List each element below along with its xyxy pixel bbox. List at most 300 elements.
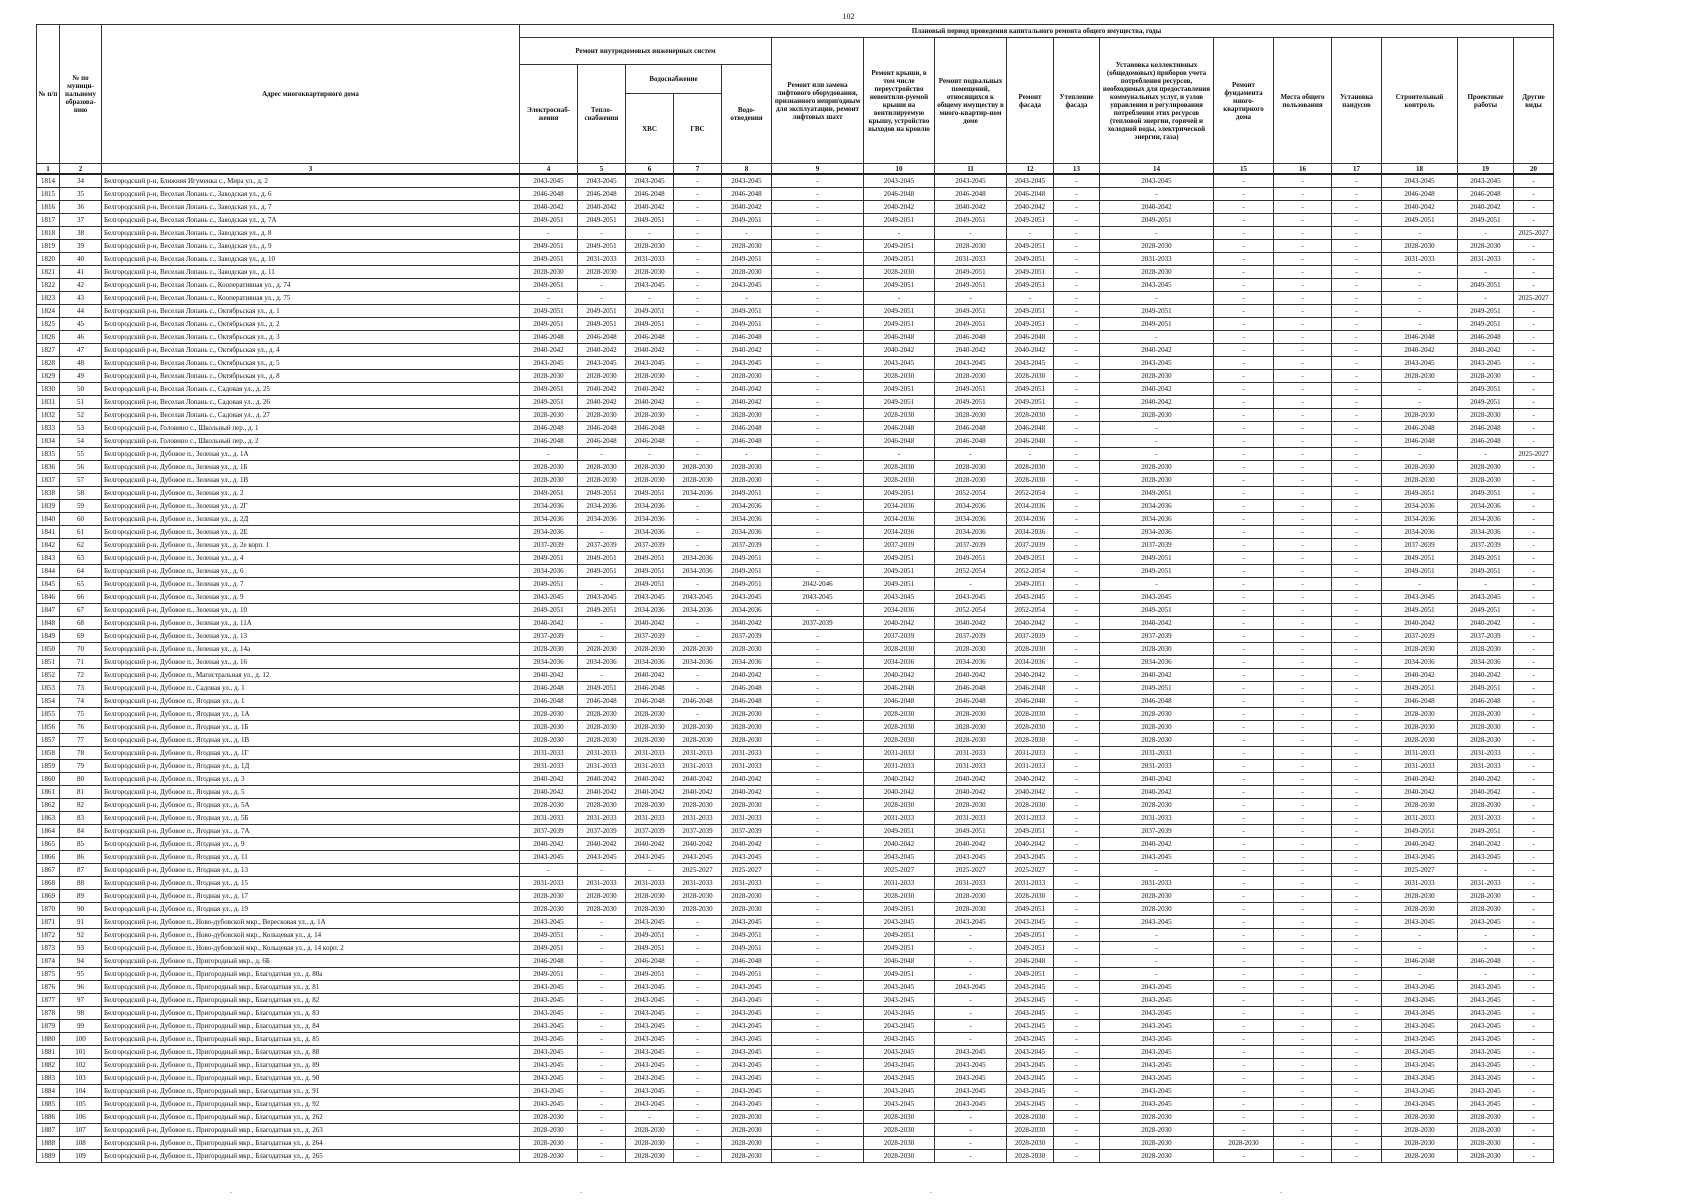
table-row	[37, 240, 1554, 253]
period-cell: -	[1514, 552, 1554, 565]
period-cell: 2052-2054	[1007, 487, 1054, 500]
period-cell: -	[772, 786, 864, 799]
period-cell: 2028-2030	[578, 409, 626, 422]
period-cell: 2028-2030	[520, 474, 578, 487]
period-cell: 2040-2042	[864, 786, 935, 799]
period-cell: -	[1458, 968, 1514, 981]
period-cell: 2028-2030	[1458, 461, 1514, 474]
period-cell: 2046-2048	[1382, 422, 1458, 435]
period-cell: 2043-2045	[935, 1098, 1007, 1111]
period-cell: -	[1458, 266, 1514, 279]
period-cell: -	[1054, 266, 1100, 279]
period-cell: -	[772, 266, 864, 279]
period-cell: -	[1514, 201, 1554, 214]
period-cell: -	[1100, 292, 1214, 305]
period-cell: 2043-2045	[626, 1072, 674, 1085]
period-cell: -	[772, 656, 864, 669]
period-cell: 2049-2051	[1458, 214, 1514, 227]
period-cell: 2043-2045	[1007, 851, 1054, 864]
period-cell: -	[1382, 396, 1458, 409]
period-cell: 2028-2030	[578, 734, 626, 747]
period-cell: -	[1214, 799, 1274, 812]
table-row	[37, 981, 1554, 994]
address-cell: Белгородский р-н, Дубовое п., Зеленая ул., д. 10	[102, 604, 520, 617]
period-cell: 2043-2045	[722, 1098, 772, 1111]
header-heat: Тепло-снабжения	[578, 65, 626, 164]
period-cell: 2049-2051	[626, 929, 674, 942]
period-cell: 2043-2045	[1007, 174, 1054, 188]
header-hvs: ХВС	[626, 94, 674, 164]
period-cell: -	[1514, 474, 1554, 487]
period-cell: 2034-2036	[578, 513, 626, 526]
period-cell: 2034-2036	[1382, 513, 1458, 526]
period-cell: -	[1382, 305, 1458, 318]
period-cell: -	[1274, 877, 1332, 890]
period-cell: -	[1054, 396, 1100, 409]
period-cell: 2049-2051	[935, 214, 1007, 227]
row-number-cell: 1878	[37, 1007, 60, 1020]
period-cell: 2028-2030	[626, 370, 674, 383]
period-cell: -	[1382, 279, 1458, 292]
municipal-number-cell: 86	[60, 851, 102, 864]
period-cell: 2043-2045	[626, 994, 674, 1007]
period-cell: -	[1214, 240, 1274, 253]
table-row	[37, 318, 1554, 331]
period-cell: -	[1007, 292, 1054, 305]
period-cell: 2046-2048	[722, 682, 772, 695]
period-cell: 2028-2030	[1100, 1111, 1214, 1124]
period-cell: 2046-2048	[674, 695, 722, 708]
period-cell: 2043-2045	[626, 279, 674, 292]
period-cell: 2040-2042	[626, 617, 674, 630]
period-cell: 2028-2030	[1382, 1150, 1458, 1163]
period-cell: -	[1514, 318, 1554, 331]
period-cell: -	[674, 968, 722, 981]
municipal-number-cell: 92	[60, 929, 102, 942]
period-cell: -	[1214, 591, 1274, 604]
period-cell: 2049-2051	[578, 318, 626, 331]
table-row	[37, 864, 1554, 877]
municipal-number-cell: 93	[60, 942, 102, 955]
period-cell: -	[935, 227, 1007, 240]
table-row	[37, 955, 1554, 968]
period-cell: -	[1514, 799, 1554, 812]
period-cell: 2046-2048	[1382, 188, 1458, 201]
period-cell: 2028-2030	[1100, 890, 1214, 903]
period-cell: -	[1332, 877, 1382, 890]
row-number-cell: 1876	[37, 981, 60, 994]
period-cell: 2028-2030	[578, 721, 626, 734]
period-cell: -	[674, 292, 722, 305]
period-cell: 2034-2036	[626, 656, 674, 669]
period-cell: -	[1274, 1007, 1332, 1020]
period-cell: 2043-2045	[864, 174, 935, 188]
period-cell: -	[578, 617, 626, 630]
row-number-cell: 1865	[37, 838, 60, 851]
period-cell: 2046-2048	[722, 188, 772, 201]
period-cell: 2040-2042	[520, 201, 578, 214]
address-cell: Белгородский р-н, Дубовое п., Пригородный мкр., Благодатная ул., д. 81	[102, 981, 520, 994]
period-cell: 2049-2051	[1007, 266, 1054, 279]
period-cell: -	[1332, 773, 1382, 786]
period-cell: 2049-2051	[626, 968, 674, 981]
period-cell: 2028-2030	[626, 461, 674, 474]
period-cell: -	[674, 682, 722, 695]
municipal-number-cell: 100	[60, 1033, 102, 1046]
column-number: 15	[1214, 164, 1274, 175]
period-cell: 2028-2030	[1382, 708, 1458, 721]
table-row	[37, 799, 1554, 812]
period-cell: -	[772, 773, 864, 786]
period-cell: 2049-2051	[578, 305, 626, 318]
period-cell: -	[674, 266, 722, 279]
address-cell: Белгородский р-н, Дубовое п., Ягодная ул., д. 1В	[102, 734, 520, 747]
period-cell: 2043-2045	[578, 851, 626, 864]
municipal-number-cell: 40	[60, 253, 102, 266]
column-number: 11	[935, 164, 1007, 175]
address-cell: Белгородский р-н, Веселая Лопань с., Октябрьская ул., д. 4	[102, 344, 520, 357]
period-cell: -	[1214, 526, 1274, 539]
table-row	[37, 266, 1554, 279]
period-cell: -	[722, 227, 772, 240]
period-cell: -	[578, 1020, 626, 1033]
period-cell: 2031-2033	[722, 760, 772, 773]
table-row	[37, 994, 1554, 1007]
row-number-cell: 1828	[37, 357, 60, 370]
period-cell: 2043-2045	[520, 174, 578, 188]
period-cell: 2043-2045	[864, 1059, 935, 1072]
period-cell: -	[1214, 357, 1274, 370]
period-cell: 2028-2030	[722, 903, 772, 916]
municipal-number-cell: 47	[60, 344, 102, 357]
period-cell: 2028-2030	[1458, 903, 1514, 916]
period-cell: 2040-2042	[1100, 773, 1214, 786]
period-cell: -	[1332, 695, 1382, 708]
period-cell: 2049-2051	[626, 487, 674, 500]
period-cell: 2043-2045	[722, 357, 772, 370]
period-cell: -	[1274, 279, 1332, 292]
address-cell: Белгородский р-н, Дубовое п., Ягодная ул., д. 5А	[102, 799, 520, 812]
address-cell: Белгородский р-н, Дубовое п., Пригородный мкр., Благодатная ул., д. 264	[102, 1137, 520, 1150]
period-cell: -	[674, 1150, 722, 1163]
period-cell: 2028-2030	[1382, 734, 1458, 747]
period-cell: 2052-2054	[935, 565, 1007, 578]
period-cell: 2046-2048	[1458, 188, 1514, 201]
period-cell: 2034-2036	[1382, 500, 1458, 513]
period-cell: 2046-2048	[1382, 695, 1458, 708]
period-cell: -	[1274, 903, 1332, 916]
table-row	[37, 617, 1554, 630]
period-cell: 2046-2048	[864, 695, 935, 708]
period-cell: -	[578, 1098, 626, 1111]
period-cell: 2046-2048	[864, 331, 935, 344]
period-cell: 2043-2045	[1007, 1085, 1054, 1098]
table-row	[37, 305, 1554, 318]
table-row	[37, 461, 1554, 474]
period-cell: -	[1514, 1033, 1554, 1046]
table-row	[37, 669, 1554, 682]
period-cell: 2049-2051	[1458, 487, 1514, 500]
period-cell: -	[1332, 669, 1382, 682]
period-cell: 2043-2045	[1458, 1059, 1514, 1072]
period-cell: -	[1274, 201, 1332, 214]
period-cell: 2028-2030	[864, 1111, 935, 1124]
period-cell: -	[1274, 760, 1332, 773]
period-cell: 2046-2048	[935, 435, 1007, 448]
period-cell: 2049-2051	[864, 968, 935, 981]
address-cell: Белгородский р-н, Дубовое п., Магистральная ул., д. 12	[102, 669, 520, 682]
footer-marks	[0, 1186, 1697, 1196]
period-cell: 2028-2030	[626, 799, 674, 812]
period-cell: 2034-2036	[1100, 513, 1214, 526]
header-common-areas: Места общего пользования	[1274, 38, 1332, 164]
period-cell: -	[1332, 994, 1382, 1007]
period-cell: -	[1514, 955, 1554, 968]
period-cell: 2031-2033	[864, 760, 935, 773]
period-cell: -	[674, 1098, 722, 1111]
period-cell: 2028-2030	[520, 890, 578, 903]
address-cell: Белгородский р-н, Дубовое п., Пригородный мкр., Благодатная ул., д. 262	[102, 1111, 520, 1124]
row-number-cell: 1862	[37, 799, 60, 812]
period-cell: -	[1332, 279, 1382, 292]
period-cell: 2046-2048	[520, 955, 578, 968]
header-foundation: Ремонт фундамента много-квартирного дома	[1214, 38, 1274, 164]
table-row	[37, 227, 1554, 240]
period-cell: 2028-2030	[1007, 461, 1054, 474]
period-cell: -	[674, 279, 722, 292]
row-number-cell: 1873	[37, 942, 60, 955]
period-cell: 2037-2039	[1100, 539, 1214, 552]
period-cell: 2043-2045	[935, 1072, 1007, 1085]
period-cell: 2031-2033	[520, 760, 578, 773]
period-cell: -	[935, 292, 1007, 305]
period-cell: -	[1382, 383, 1458, 396]
municipal-number-cell: 66	[60, 591, 102, 604]
period-cell: 2043-2045	[722, 1085, 772, 1098]
address-cell: Белгородский р-н, Веселая Лопань с., Садовая ул., д. 27	[102, 409, 520, 422]
period-cell: 2049-2051	[722, 305, 772, 318]
period-cell: 2028-2030	[864, 474, 935, 487]
period-cell: 2028-2030	[1007, 708, 1054, 721]
period-cell: 2046-2048	[626, 188, 674, 201]
municipal-number-cell: 87	[60, 864, 102, 877]
table-row	[37, 474, 1554, 487]
period-cell: 2028-2030	[626, 240, 674, 253]
period-cell: -	[1332, 448, 1382, 461]
row-number-cell: 1886	[37, 1111, 60, 1124]
period-cell: 2034-2036	[935, 526, 1007, 539]
period-cell: 2049-2051	[722, 968, 772, 981]
period-cell: 2031-2033	[626, 747, 674, 760]
period-cell: -	[772, 695, 864, 708]
period-cell: 2028-2030	[1007, 890, 1054, 903]
period-cell: -	[1332, 929, 1382, 942]
period-cell: -	[722, 448, 772, 461]
row-number-cell: 1840	[37, 513, 60, 526]
period-cell: -	[1054, 1007, 1100, 1020]
address-cell: Белгородский р-н, Дубовое п., Ягодная ул., д. 19	[102, 903, 520, 916]
row-number-cell: 1856	[37, 721, 60, 734]
period-cell: 2028-2030	[1458, 370, 1514, 383]
period-cell: 2049-2051	[626, 942, 674, 955]
period-cell: 2052-2054	[1007, 565, 1054, 578]
period-cell: -	[1214, 331, 1274, 344]
header-municipal-number: № по муници-пальному образова-нию	[60, 25, 102, 164]
period-cell: 2031-2033	[864, 812, 935, 825]
period-cell: -	[772, 188, 864, 201]
municipal-number-cell: 51	[60, 396, 102, 409]
period-cell: -	[1332, 643, 1382, 656]
period-cell: -	[1214, 578, 1274, 591]
period-cell: 2049-2051	[864, 214, 935, 227]
municipal-number-cell: 74	[60, 695, 102, 708]
period-cell: -	[1214, 1124, 1274, 1137]
period-cell: -	[1054, 864, 1100, 877]
period-cell: 2034-2036	[722, 526, 772, 539]
period-cell: 2040-2042	[722, 201, 772, 214]
address-cell: Белгородский р-н, Дубовое п., Пригородный мкр., Благодатная ул., д. 88	[102, 1046, 520, 1059]
period-cell: 2040-2042	[1100, 201, 1214, 214]
table-row	[37, 422, 1554, 435]
period-cell: -	[1274, 643, 1332, 656]
period-cell: 2046-2048	[864, 682, 935, 695]
period-cell: 2025-2027	[1382, 864, 1458, 877]
period-cell: 2037-2039	[772, 617, 864, 630]
period-cell: 2043-2045	[626, 1059, 674, 1072]
period-cell: 2043-2045	[520, 916, 578, 929]
period-cell: 2040-2042	[1458, 669, 1514, 682]
address-cell: Белгородский р-н, Дубовое п., Ягодная ул., д. 1	[102, 695, 520, 708]
period-cell: 2031-2033	[578, 760, 626, 773]
column-numbers-row	[37, 164, 1554, 175]
period-cell: 2043-2045	[935, 1046, 1007, 1059]
period-cell: 2043-2045	[722, 1033, 772, 1046]
period-cell: 2043-2045	[1458, 981, 1514, 994]
period-cell: 2034-2036	[626, 604, 674, 617]
period-cell: 2046-2048	[935, 422, 1007, 435]
period-cell: -	[772, 864, 864, 877]
period-cell: 2043-2045	[626, 591, 674, 604]
period-cell: -	[1054, 240, 1100, 253]
period-cell: 2034-2036	[864, 513, 935, 526]
period-cell: -	[1274, 851, 1332, 864]
period-cell: -	[1100, 331, 1214, 344]
period-cell: 2028-2030	[1100, 734, 1214, 747]
period-cell: 2028-2030	[578, 370, 626, 383]
period-cell: -	[1274, 1098, 1332, 1111]
address-cell: Белгородский р-н, Дубовое п., Пригородный мкр., д. 6Б	[102, 955, 520, 968]
period-cell: -	[1054, 877, 1100, 890]
municipal-number-cell: 78	[60, 747, 102, 760]
address-cell: Белгородский р-н, Дубовое п., Пригородный мкр., Благодатная ул., д. 80а	[102, 968, 520, 981]
period-cell: 2046-2048	[1458, 422, 1514, 435]
period-cell: -	[1514, 1085, 1554, 1098]
period-cell: 2028-2030	[935, 799, 1007, 812]
row-number-cell: 1872	[37, 929, 60, 942]
period-cell: 2049-2051	[1458, 396, 1514, 409]
period-cell: -	[674, 383, 722, 396]
period-cell: 2034-2036	[1382, 526, 1458, 539]
period-cell: 2031-2033	[520, 812, 578, 825]
period-cell: -	[1382, 578, 1458, 591]
period-cell: 2049-2051	[935, 396, 1007, 409]
address-cell: Белгородский р-н, Дубовое п., Ягодная ул., д. 15	[102, 877, 520, 890]
period-cell: 2031-2033	[864, 747, 935, 760]
period-cell: 2028-2030	[1458, 409, 1514, 422]
period-cell: -	[674, 1111, 722, 1124]
period-cell: -	[1274, 357, 1332, 370]
period-cell: -	[935, 1007, 1007, 1020]
period-cell: 2049-2051	[864, 396, 935, 409]
period-cell: 2037-2039	[520, 825, 578, 838]
row-number-cell: 1875	[37, 968, 60, 981]
row-number-cell: 1883	[37, 1072, 60, 1085]
period-cell: 2049-2051	[1007, 383, 1054, 396]
period-cell: -	[1514, 1020, 1554, 1033]
municipal-number-cell: 109	[60, 1150, 102, 1163]
period-cell: 2046-2048	[626, 955, 674, 968]
period-cell: 2028-2030	[1382, 890, 1458, 903]
period-cell: 2043-2045	[626, 174, 674, 188]
period-cell: 2028-2030	[1100, 643, 1214, 656]
period-cell: -	[578, 1033, 626, 1046]
period-cell: -	[864, 227, 935, 240]
period-cell: -	[674, 578, 722, 591]
period-cell: 2049-2051	[626, 318, 674, 331]
period-cell: 2028-2030	[722, 461, 772, 474]
period-cell: 2049-2051	[935, 279, 1007, 292]
period-cell: 2031-2033	[1382, 760, 1458, 773]
address-cell: Белгородский р-н, Дубовое п., Ново-дубовской мкр., Кольцевая ул., д. 14	[102, 929, 520, 942]
period-cell: 2049-2051	[1007, 929, 1054, 942]
period-cell: 2034-2036	[1007, 526, 1054, 539]
period-cell: -	[1274, 1150, 1332, 1163]
address-cell: Белгородский р-н, Веселая Лопань с., Октябрьская ул., д. 2	[102, 318, 520, 331]
municipal-number-cell: 56	[60, 461, 102, 474]
period-cell: -	[935, 955, 1007, 968]
period-cell: 2049-2051	[1007, 942, 1054, 955]
period-cell: -	[1100, 188, 1214, 201]
period-cell: -	[1274, 617, 1332, 630]
period-cell: -	[935, 578, 1007, 591]
period-cell: -	[1274, 721, 1332, 734]
period-cell: 2028-2030	[1007, 734, 1054, 747]
header-address: Адрес многоквартирного дома	[102, 25, 520, 164]
row-number-cell: 1850	[37, 643, 60, 656]
period-cell: 2040-2042	[1458, 773, 1514, 786]
period-cell: 2028-2030	[674, 643, 722, 656]
address-cell: Белгородский р-н, Головино с., Школьный пер., д. 1	[102, 422, 520, 435]
address-cell: Белгородский р-н, Дубовое п., Зеленая ул., д. 2	[102, 487, 520, 500]
period-cell: -	[674, 201, 722, 214]
period-cell: 2049-2051	[1100, 552, 1214, 565]
period-cell: 2046-2048	[1382, 331, 1458, 344]
period-cell: -	[1274, 942, 1332, 955]
period-cell: 2043-2045	[864, 1046, 935, 1059]
footer-mark: .	[580, 1186, 582, 1195]
period-cell: 2043-2045	[1100, 357, 1214, 370]
row-number-cell: 1869	[37, 890, 60, 903]
period-cell: -	[674, 422, 722, 435]
period-cell: 2028-2030	[722, 409, 772, 422]
period-cell: -	[772, 734, 864, 747]
period-cell: -	[1100, 578, 1214, 591]
period-cell: -	[1514, 266, 1554, 279]
period-cell: 2043-2045	[626, 1033, 674, 1046]
period-cell: -	[772, 1072, 864, 1085]
period-cell: 2031-2033	[1458, 760, 1514, 773]
row-number-cell: 1845	[37, 578, 60, 591]
